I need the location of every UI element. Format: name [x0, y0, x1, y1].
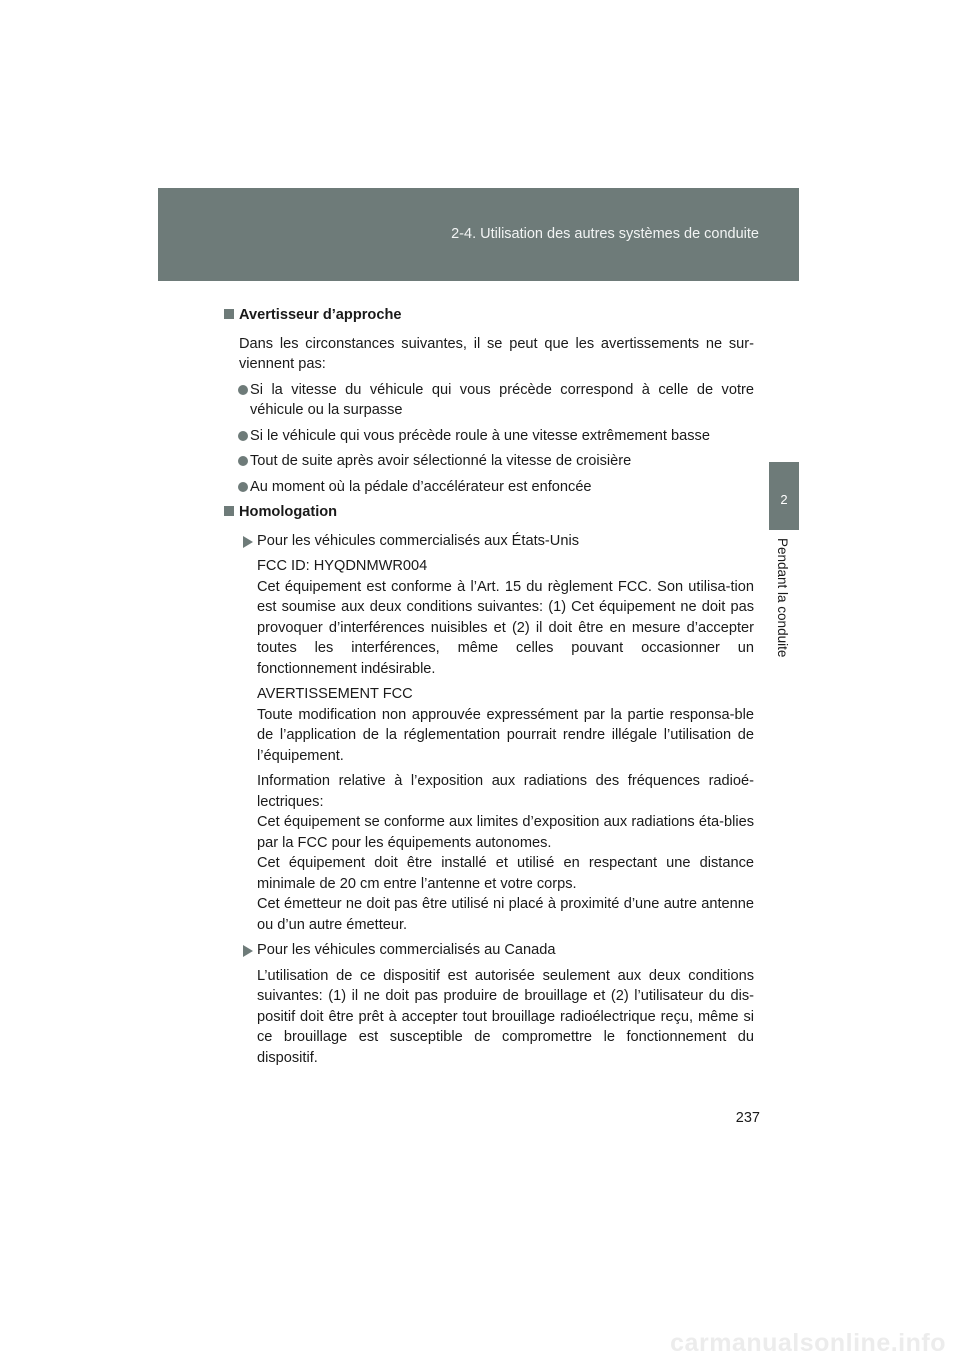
canada-title-text: Pour les véhicules commercialisés au Canada	[257, 942, 556, 958]
circle-bullet-icon	[238, 431, 248, 441]
heading-approach-warning	[224, 305, 754, 326]
fcc-warning-title: AVERTISSEMENT FCC	[257, 686, 413, 702]
heading-approach-text: Avertisseur d’approche	[239, 307, 402, 323]
triangle-arrow-icon	[243, 536, 253, 548]
canada-block	[224, 966, 754, 1069]
canada-text: L’utilisation de ce dispositif est autorisée seulement aux deux conditions suivantes: (1) il ne doit pas produire de brouillage et (2) l’utilisateur du dis-positif doit être prêt à accepter tout brouillage radioélectrique reçu, même si ce brouillage est susceptible de compromettre le fonctionnement du dispositif.	[257, 967, 754, 1066]
fcc-text: Cet équipement est conforme à l’Art. 15 du règlement FCC. Son utilisa-tion est soumise aux deux conditions suivantes: (1) Cet équipement ne doit pas provoquer d’interférences nuisibles et (2) il doit être en mesure d’accepter toutes les interférences, même celles pouvant occasionner un fonctionnement indésirable.	[257, 578, 754, 677]
bullet-text: Si la vitesse du véhicule qui vous précède correspond à celle de votre véhicule ou la surpasse	[250, 381, 754, 418]
heading-homologation-text: Homologation	[239, 504, 338, 520]
exposure-text-3: Cet émetteur ne doit pas être utilisé ni placé à proximité d’une autre antenne ou d’un autre émetteur.	[257, 896, 754, 933]
section-header-bar	[158, 188, 799, 281]
triangle-arrow-icon	[243, 945, 253, 957]
fcc-warning-text: Toute modification non approuvée expressément par la partie responsa-ble de l’application de la réglementation pourrait rendre illégale l’utilisation de l’équipement.	[257, 706, 754, 764]
list-item	[224, 451, 754, 472]
list-item	[224, 477, 754, 498]
list-item	[224, 426, 754, 447]
approach-intro: Dans les circonstances suivantes, il se peut que les avertissements ne sur-viennent pas:	[239, 335, 754, 372]
exposure-text-2: Cet équipement doit être installé et utilisé en respectant une distance minimale de 20 cm entre l’antenne et votre corps.	[257, 855, 754, 892]
heading-homologation	[224, 502, 754, 523]
bullet-text: Si le véhicule qui vous précède roule à une vitesse extrêmement basse	[250, 427, 710, 444]
chapter-label: Pendant la conduite	[775, 538, 790, 658]
chapter-tab	[769, 462, 799, 530]
page-number: 237	[735, 1110, 760, 1126]
page-content	[224, 305, 754, 1073]
subsection-canada-title	[224, 940, 754, 961]
exposure-title: Information relative à l’exposition aux radiations des fréquences radioé-lectriques:	[257, 773, 754, 810]
watermark	[0, 1329, 960, 1358]
fcc-warning-block	[224, 684, 754, 766]
circle-bullet-icon	[238, 456, 248, 466]
exposure-block	[224, 771, 754, 935]
square-icon	[224, 506, 234, 516]
watermark-text: carmanualsonline.info	[670, 1329, 946, 1357]
section-title: 2-4. Utilisation des autres systèmes de conduite	[451, 226, 759, 242]
chapter-number: 2	[780, 492, 788, 507]
fcc-block	[224, 556, 754, 679]
bullet-text: Tout de suite après avoir sélectionné la vitesse de croisière	[250, 453, 632, 469]
bullet-text: Au moment où la pédale d’accélérateur est enfoncée	[250, 478, 592, 495]
circle-bullet-icon	[238, 385, 248, 395]
exposure-text-1: Cet équipement se conforme aux limites d’exposition aux radiations éta-blies par la FCC pour les équipements autonomes.	[257, 814, 754, 851]
subsection-usa-title	[224, 531, 754, 552]
fcc-id: FCC ID: HYQDNMWR004	[257, 558, 428, 574]
circle-bullet-icon	[238, 482, 248, 492]
list-item	[224, 380, 754, 421]
square-icon	[224, 309, 234, 319]
usa-title-text: Pour les véhicules commercialisés aux États-Unis	[257, 532, 579, 549]
